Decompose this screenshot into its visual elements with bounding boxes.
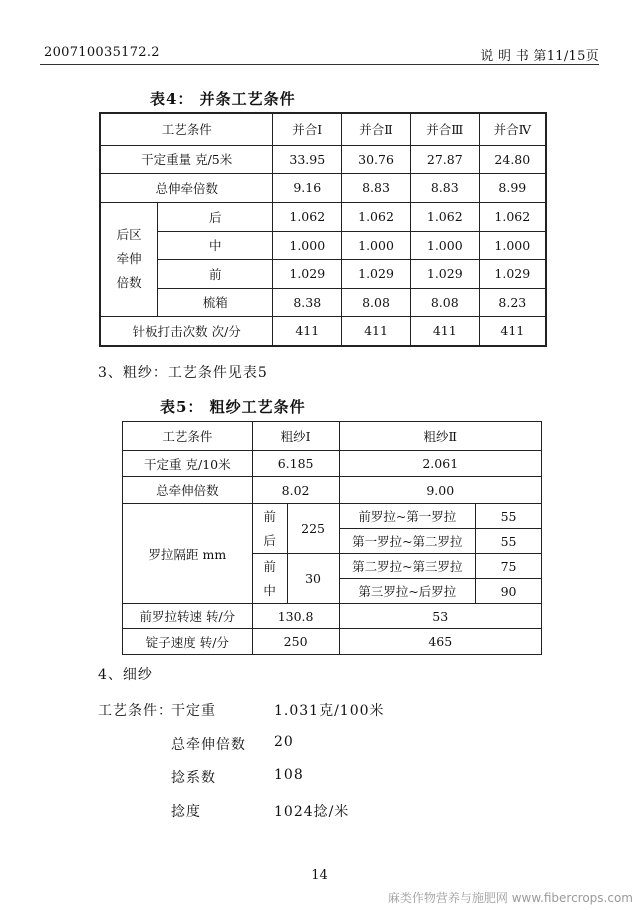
section3-heading: 3、粗纱：工艺条件见表5 bbox=[98, 365, 268, 381]
cell: 8.99 bbox=[479, 173, 546, 202]
position-label-line: 前 bbox=[263, 558, 276, 574]
cell: 9.16 bbox=[273, 173, 342, 202]
row-label: 前罗拉~第一罗拉 bbox=[339, 504, 476, 529]
spec-row bbox=[98, 801, 558, 821]
row-label: 前罗拉转速 转/分 bbox=[123, 604, 253, 629]
row-label: 中 bbox=[158, 231, 273, 259]
table4-col-header: 并合Ⅲ bbox=[410, 113, 479, 145]
row-label: 干定重量 克/5米 bbox=[100, 145, 273, 173]
row-label: 总伸牵倍数 bbox=[100, 173, 273, 202]
table4-col-header: 并合Ⅱ bbox=[342, 113, 411, 145]
cell: 225 bbox=[287, 504, 339, 554]
spec-key: 总牵伸倍数 bbox=[171, 737, 246, 753]
table4-caption: 表4： 并条工艺条件 bbox=[150, 90, 296, 108]
cell: 30 bbox=[287, 554, 339, 604]
watermark: 麻类作物营养与施肥网 www.fibercrops.com bbox=[387, 891, 633, 905]
cell: 9.00 bbox=[339, 477, 541, 504]
cell: 55 bbox=[476, 504, 542, 529]
table-row bbox=[123, 604, 542, 629]
position-label-line: 后 bbox=[263, 532, 276, 548]
cell: 27.87 bbox=[410, 145, 479, 173]
cell: 1.062 bbox=[410, 202, 479, 231]
cell: 2.061 bbox=[339, 451, 541, 477]
row-label: 第二罗拉~第三罗拉 bbox=[339, 554, 476, 579]
row-label: 后 bbox=[158, 202, 273, 231]
spec-value: 1.031克/100米 bbox=[274, 703, 385, 719]
spec-row bbox=[98, 734, 558, 754]
table4-header-row bbox=[100, 113, 546, 145]
cell: 465 bbox=[339, 629, 541, 655]
cell: 8.08 bbox=[410, 288, 479, 316]
table-row bbox=[100, 231, 546, 259]
position-label-line: 前 bbox=[263, 508, 276, 524]
table-row bbox=[100, 202, 546, 231]
cell: 1.000 bbox=[273, 231, 342, 259]
table5-header-row bbox=[123, 422, 542, 451]
table4-col-header: 工艺条件 bbox=[100, 113, 273, 145]
row-label: 针板打击次数 次/分 bbox=[100, 316, 273, 346]
table5-caption: 表5： 粗纱工艺条件 bbox=[160, 398, 306, 416]
table-row bbox=[123, 451, 542, 477]
table-row bbox=[100, 288, 546, 316]
cell: 411 bbox=[342, 316, 411, 346]
position-label bbox=[252, 554, 287, 604]
spec-row bbox=[98, 700, 558, 720]
cell: 6.185 bbox=[252, 451, 339, 477]
table5-col-header: 粗纱Ⅱ bbox=[339, 422, 541, 451]
spec-value: 1024捻/米 bbox=[274, 804, 350, 820]
row-label: 第三罗拉~后罗拉 bbox=[339, 579, 476, 604]
cell: 1.000 bbox=[479, 231, 546, 259]
cell: 1.000 bbox=[342, 231, 411, 259]
cell: 75 bbox=[476, 554, 542, 579]
cell: 8.02 bbox=[252, 477, 339, 504]
cell: 411 bbox=[273, 316, 342, 346]
table5 bbox=[122, 421, 542, 655]
spec-value: 20 bbox=[274, 734, 294, 750]
cell: 8.83 bbox=[342, 173, 411, 202]
header-divider bbox=[40, 64, 599, 65]
cell: 1.000 bbox=[410, 231, 479, 259]
spec-key: 捻系数 bbox=[171, 770, 216, 786]
page-number: 14 bbox=[311, 868, 328, 883]
position-label bbox=[252, 504, 287, 554]
row-label: 前 bbox=[158, 259, 273, 288]
cell: 411 bbox=[410, 316, 479, 346]
position-label-line: 中 bbox=[263, 582, 276, 598]
cell: 250 bbox=[252, 629, 339, 655]
table-row bbox=[123, 629, 542, 655]
cell: 8.23 bbox=[479, 288, 546, 316]
row-label: 锭子速度 转/分 bbox=[123, 629, 253, 655]
cell: 24.80 bbox=[479, 145, 546, 173]
cell: 411 bbox=[479, 316, 546, 346]
cell: 30.76 bbox=[342, 145, 411, 173]
cell: 1.029 bbox=[410, 259, 479, 288]
section4-heading: 4、细纱 bbox=[98, 667, 153, 683]
cell: 1.062 bbox=[479, 202, 546, 231]
cell: 33.95 bbox=[273, 145, 342, 173]
table5-col-header: 工艺条件 bbox=[123, 422, 253, 451]
table4-col-header: 并合Ⅰ bbox=[273, 113, 342, 145]
spec-lead: 工艺条件： bbox=[98, 703, 173, 719]
row-label: 第一罗拉~第二罗拉 bbox=[339, 529, 476, 554]
table-row bbox=[100, 145, 546, 173]
page-header-info: 说 明 书 第11/15页 bbox=[480, 49, 599, 64]
row-label: 罗拉隔距 mm bbox=[123, 504, 253, 604]
document-number: 200710035172.2 bbox=[44, 45, 160, 60]
row-label: 干定重 克/10米 bbox=[123, 451, 253, 477]
table-row bbox=[123, 504, 542, 529]
table-row bbox=[100, 173, 546, 202]
cell: 1.029 bbox=[479, 259, 546, 288]
spec-key: 捻度 bbox=[171, 804, 201, 820]
cell: 130.8 bbox=[252, 604, 339, 629]
cell: 1.029 bbox=[273, 259, 342, 288]
row-label: 梳箱 bbox=[158, 288, 273, 316]
cell: 90 bbox=[476, 579, 542, 604]
group-label-line: 牵伸 bbox=[116, 251, 142, 266]
cell: 8.83 bbox=[410, 173, 479, 202]
cell: 1.029 bbox=[342, 259, 411, 288]
row-label: 总牵伸倍数 bbox=[123, 477, 253, 504]
cell: 1.062 bbox=[273, 202, 342, 231]
spec-value: 108 bbox=[274, 767, 304, 783]
table4 bbox=[99, 112, 547, 347]
group-label-line: 倍数 bbox=[116, 275, 142, 290]
table-row bbox=[100, 316, 546, 346]
spec-key: 干定重 bbox=[171, 703, 216, 719]
cell: 8.38 bbox=[273, 288, 342, 316]
table-row bbox=[100, 259, 546, 288]
group-label bbox=[100, 202, 158, 316]
spec-row bbox=[98, 767, 558, 787]
table5-col-header: 粗纱Ⅰ bbox=[252, 422, 339, 451]
cell: 8.08 bbox=[342, 288, 411, 316]
cell: 53 bbox=[339, 604, 541, 629]
cell: 55 bbox=[476, 529, 542, 554]
group-label-line: 后区 bbox=[116, 227, 142, 242]
table-row bbox=[123, 477, 542, 504]
cell: 1.062 bbox=[342, 202, 411, 231]
table4-col-header: 并合Ⅳ bbox=[479, 113, 546, 145]
